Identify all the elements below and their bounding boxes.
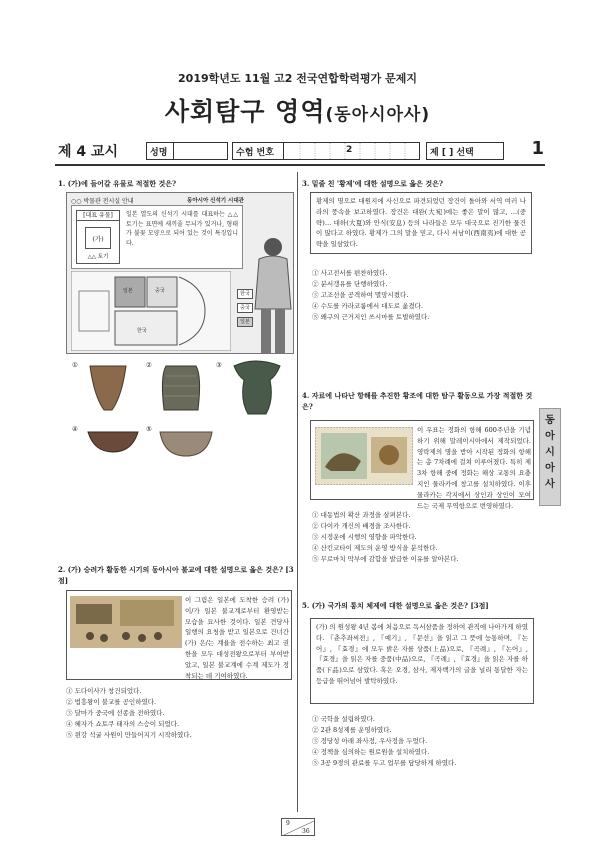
- page-counter-top: 9: [286, 820, 290, 827]
- q1-description: 일본 열도의 신석기 시대를 대표하는 △△ 토기는 표면에 새끼줄 무늬가 있거나, 형태가 불꽃 모양으로 되어 있는 것이 특징입니다.: [126, 211, 238, 247]
- q3-options: [312, 268, 534, 323]
- info-row: [58, 140, 544, 162]
- q1-guide-button-china: 중국: [237, 303, 253, 313]
- choice-label: 제 [ ] 선택: [430, 148, 474, 158]
- exam-title-main: 사회탐구 영역: [164, 97, 326, 126]
- q2-option-5[interactable]: ⑤ 윈강 석굴 사원이 만들어지기 시작하였다.: [66, 731, 192, 739]
- q5-passage: (가) 의 원성왕 4년 봄에 처음으로 독서삼품을 정하여 관직에 나아가게 하였다. 『춘추좌씨전』, 『예기』, 『문선』을 읽고 그 뜻에 능통하며, 『논어』, 『효경』에 모두 밝은 자를 상품(上品)으로, 『곡례』, 『논어』, 『효경』을 읽은 자를 중품(中品)으로, 『곡례』, 『효경』을 읽은 자를 하품(下品)으로 삼았다. 혹은 오경, 삼사, 제자백가의 글을 널리 통달한 자는 등급을 뛰어넘어 발탁하였다.: [310, 618, 534, 704]
- subject-side-tab: [539, 408, 561, 506]
- student-figure-icon: [251, 233, 295, 355]
- exam-number-digit: 2: [346, 145, 353, 155]
- q1-room-korea: 한국: [137, 328, 147, 334]
- q1-guide-button-korea: 한국: [237, 289, 253, 299]
- q5-option-1[interactable]: ① 국학을 설립하였다.: [312, 715, 375, 723]
- exam-title-subject: (동아시아사): [325, 105, 431, 125]
- choice-box[interactable]: [426, 142, 504, 160]
- q4-passage: 이 우표는 정화의 항해 600주년을 기념하기 위해 말레이시아에서 제작되었다. 영락제의 명을 받아 시작된 정화의 항해는 총 7차례에 걸쳐 이루어졌다. 특히 제3차 항해 중에 정화는 해상 교통의 요충지인 물라카에 창고를 설치하였다. 이후 물라카는 각지에서 상인과 상인이 모여드는 국제 무역항으로 번영하였다.: [417, 426, 531, 510]
- q1-rep-label: [대표 유물]: [77, 211, 119, 221]
- page-counter: [281, 818, 315, 836]
- q1-room-china: 중국: [155, 288, 165, 294]
- q4-option-1[interactable]: ① 대동법의 확산 과정을 살펴본다.: [312, 511, 411, 519]
- q3-option-5[interactable]: ⑤ 왜구의 근거지인 쓰시마를 토벌하였다.: [312, 313, 430, 321]
- exam-subtitle: 2019학년도 11월 고2 전국연합학력평가 문제지: [178, 72, 417, 85]
- q1-guide-button-japan: 일본: [237, 317, 253, 327]
- period-label: 제 4 교시: [58, 144, 119, 160]
- q2-option-2[interactable]: ② 법흥왕이 불교를 공인하였다.: [66, 698, 157, 706]
- q4-option-4[interactable]: ④ 산킨코타이 제도의 운영 방식을 분석한다.: [312, 544, 438, 552]
- pottery-4-icon: [86, 428, 140, 454]
- q5-option-2[interactable]: ② 2관 8성제를 운영하였다.: [312, 726, 392, 734]
- q1-option-1[interactable]: ①: [72, 361, 78, 369]
- q1-room-japan: 일본: [123, 288, 133, 294]
- q4-option-5[interactable]: ⑤ 무로마치 막부에 감합을 발급한 이유를 알아본다.: [312, 555, 459, 563]
- q1-floor-plan: [71, 271, 231, 351]
- q2-option-1[interactable]: ① 도다이사가 창건되었다.: [66, 687, 142, 695]
- page-counter-bottom: 36: [302, 828, 310, 835]
- q1-toki-label: △△ 토기: [87, 254, 109, 260]
- q1-option-5[interactable]: ⑤: [146, 425, 152, 433]
- q2-passage-box: [66, 590, 292, 680]
- q4-option-3[interactable]: ③ 시정운에 시행의 영향을 파악한다.: [312, 533, 417, 541]
- subject-side-tab-label: 동아시아사: [545, 415, 555, 490]
- q2-option-3[interactable]: ③ 달마가 중국에 선종을 전하였다.: [66, 709, 165, 717]
- q5-options: [312, 714, 534, 769]
- q3-option-3[interactable]: ③ 고조선을 공격하여 멸망시켰다.: [312, 291, 409, 299]
- exam-number-label: 수험 번호: [236, 148, 274, 158]
- q3-option-2[interactable]: ② 분서갱유를 단행하였다.: [312, 280, 388, 288]
- column-divider: [297, 172, 298, 812]
- q1-description-panel: [71, 205, 243, 269]
- q1-rep-box: [76, 210, 120, 264]
- q1-option-2[interactable]: ②: [146, 361, 152, 369]
- q1-ga-box: (가): [85, 227, 111, 249]
- exam-number-box[interactable]: [232, 142, 420, 160]
- q1-board-right-title: 동아시아 신석기 시대관: [187, 198, 244, 204]
- pottery-1-icon: [86, 362, 130, 412]
- q5-option-4[interactable]: ④ 정책을 심의하는 원로원을 설치하였다.: [312, 748, 430, 756]
- q2-painting-icon: [70, 596, 182, 648]
- q3-passage: 황제의 명으로 대원지에 사신으로 파견되었던 장건이 돌아와 서역 여러 나라의 풍속을 보고하였다. 장건은 대완(大宛)에는 좋은 말이 많고, …(중략)… 대하(大夏)와 안식(安息) 등의 나라들은 모두 대국으로 진기한 물건이 많다고 하였다. 황제가 그의 말을 믿고, 다시 서남이(西南夷)에 대한 공략을 일삼았다.: [310, 192, 532, 254]
- q5-option-3[interactable]: ③ 정당성 아래 좌사정, 우사정을 두었다.: [312, 737, 428, 745]
- q1-option-3[interactable]: ③: [216, 361, 222, 369]
- pottery-3-icon: [228, 360, 286, 418]
- q5-option-5[interactable]: ⑤ 3공 9경의 관료를 두고 업무를 담당하게 하였다.: [312, 759, 457, 767]
- q2-option-4[interactable]: ④ 혜자가 쇼토쿠 태자의 스승이 되었다.: [66, 720, 180, 728]
- q2-passage: 이 그림은 일본에 도착한 승려 (가) 이/가 일본 불교계로부터 환영받는 모습을 묘사한 것이다. 일본 견당사 일행의 요청을 받고 일본으로 건너간 (가) 은/는 계율을 전수하는 최고 권한을 모두 대성전왕으로부터 부여받았고, 일본 불교계에 수계 제도가 정착되는 데 기여하였다.: [185, 596, 289, 680]
- q4-options: [312, 510, 534, 565]
- q1-stem: 1. (가)에 들어갈 유물로 적절한 것은?: [58, 179, 177, 188]
- q1-figure: [66, 192, 294, 354]
- q2-options: [66, 686, 292, 741]
- q3-stem: 3. 밑줄 친 '황제'에 대한 설명으로 옳은 것은?: [302, 179, 443, 188]
- q4-option-2[interactable]: ② 다이카 개신의 배경을 조사한다.: [312, 522, 411, 530]
- page-number: 1: [531, 138, 544, 159]
- q4-stamp-icon: [315, 427, 413, 485]
- header-rule: [55, 164, 545, 166]
- exam-title: [0, 92, 595, 128]
- pottery-5-icon: [158, 428, 214, 458]
- q1-option-4[interactable]: ④: [72, 425, 78, 433]
- q2-stem: 2. (가) 승려가 활동한 시기의 동아시아 불교에 대한 설명으로 옳은 것은? [3점]: [58, 565, 294, 585]
- q3-option-4[interactable]: ④ 수도를 카라코룸에서 대도로 옮겼다.: [312, 302, 424, 310]
- q4-stem: 4. 자료에 나타난 항해를 추진한 황조에 대한 탐구 활동으로 가장 적절한 것은?: [302, 391, 533, 411]
- q5-stem: 5. (가) 국가의 통치 체제에 대한 설명으로 옳은 것은? [3점]: [302, 601, 489, 610]
- q3-option-1[interactable]: ① 사고전서를 편찬하였다.: [312, 269, 388, 277]
- q4-passage-box: [310, 420, 534, 510]
- name-label: 성명: [150, 148, 168, 158]
- q1-board-title: ○○ 박물관 전시실 안내: [71, 198, 134, 205]
- name-box[interactable]: [146, 142, 228, 160]
- pottery-2-icon: [158, 362, 204, 414]
